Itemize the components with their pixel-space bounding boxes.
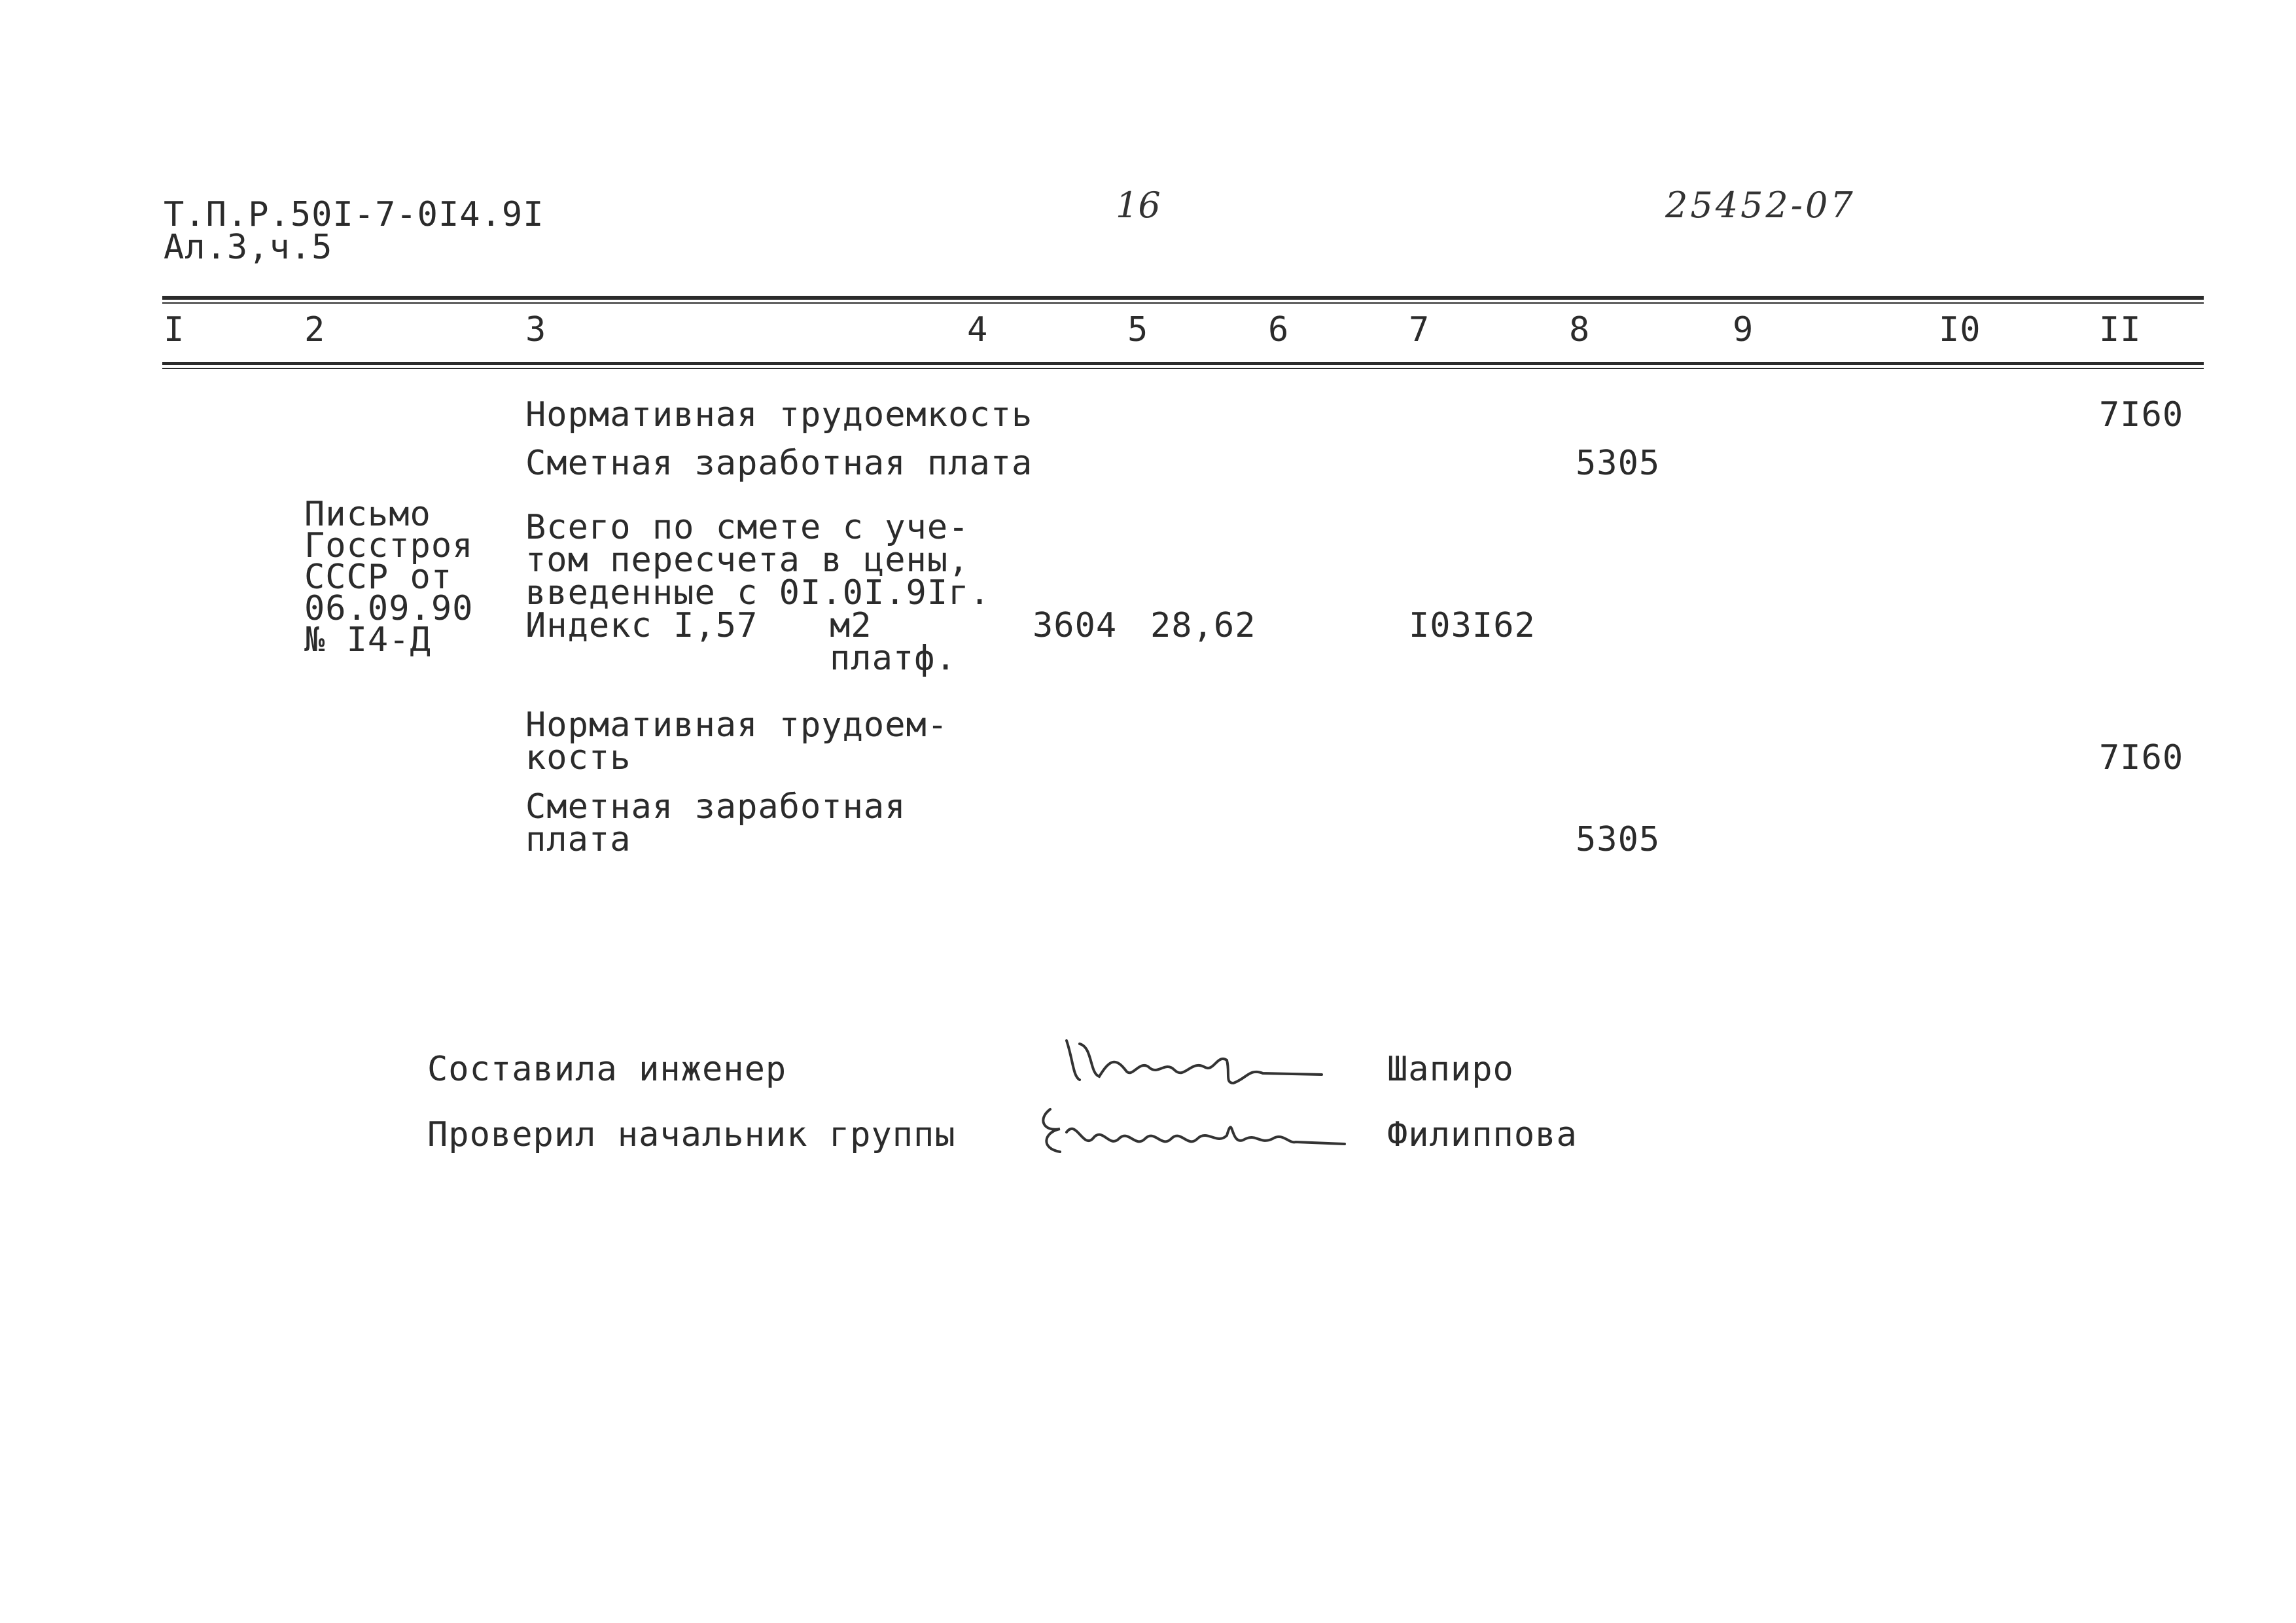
checked-by-label: Проверил начальник группы bbox=[427, 1115, 956, 1154]
cell-col11: 7I60 bbox=[2099, 738, 2184, 777]
compiled-signature bbox=[1053, 1021, 1328, 1093]
row-description: Нормативная трудоемкость bbox=[525, 395, 1033, 435]
table-top-rule bbox=[162, 296, 2204, 300]
column-number: 3 bbox=[525, 310, 547, 349]
header-bottom-rule-thin bbox=[162, 368, 2204, 369]
column-number: I bbox=[164, 310, 185, 349]
cell-col5: 28,62 bbox=[1150, 606, 1256, 645]
column-number: 6 bbox=[1268, 310, 1290, 349]
row-description: Индекс I,57 bbox=[525, 606, 758, 645]
row-description: Сметная заработная плата bbox=[525, 444, 1033, 483]
cell-col8: 5305 bbox=[1576, 444, 1661, 483]
document-code: Т.П.Р.50I-7-0I4.9I bbox=[164, 195, 544, 234]
compiled-by-name: Шапиро bbox=[1387, 1050, 1514, 1089]
unit-line: м2 bbox=[830, 606, 872, 645]
cell-col11: 7I60 bbox=[2099, 395, 2184, 435]
column-number: 2 bbox=[304, 310, 326, 349]
row-description: Нормативная трудоем- bbox=[525, 705, 949, 745]
checked-by-name: Филиппова bbox=[1387, 1115, 1578, 1154]
reference-line: Госстроя bbox=[304, 526, 474, 565]
column-number: II bbox=[2099, 310, 2142, 349]
row-description: том пересчета в цены, bbox=[525, 541, 970, 580]
cell-col8: 5305 bbox=[1576, 820, 1661, 859]
inventory-number: 25452-07 bbox=[1665, 185, 1856, 226]
row-description: плата bbox=[525, 820, 631, 859]
column-number: I0 bbox=[1939, 310, 1981, 349]
row-description: Сметная заработная bbox=[525, 787, 906, 827]
column-number: 5 bbox=[1127, 310, 1149, 349]
column-number: 7 bbox=[1409, 310, 1430, 349]
row-description: кость bbox=[525, 738, 631, 777]
reference-line: 06.09.90 bbox=[304, 589, 474, 628]
table-top-rule-thin bbox=[162, 302, 2204, 304]
reference-line: Письмо bbox=[304, 495, 431, 534]
cell-col7: I03I62 bbox=[1409, 606, 1536, 645]
cell-col4: 3604 bbox=[1033, 606, 1118, 645]
document-section: Ал.3,ч.5 bbox=[164, 228, 333, 267]
compiled-by-label: Составила инженер bbox=[427, 1050, 787, 1089]
reference-line: СССР от bbox=[304, 558, 453, 597]
reference-line: № I4-Д bbox=[304, 620, 431, 660]
header-bottom-rule bbox=[162, 362, 2204, 365]
column-number: 9 bbox=[1733, 310, 1754, 349]
column-number: 8 bbox=[1569, 310, 1591, 349]
unit-line: платф. bbox=[830, 639, 957, 678]
column-number: 4 bbox=[967, 310, 989, 349]
row-description: введенные с 0I.0I.9Iг. bbox=[525, 573, 991, 613]
row-description: Всего по смете с уче- bbox=[525, 508, 970, 547]
checked-signature bbox=[1031, 1093, 1358, 1165]
page-number: 16 bbox=[1116, 185, 1161, 226]
